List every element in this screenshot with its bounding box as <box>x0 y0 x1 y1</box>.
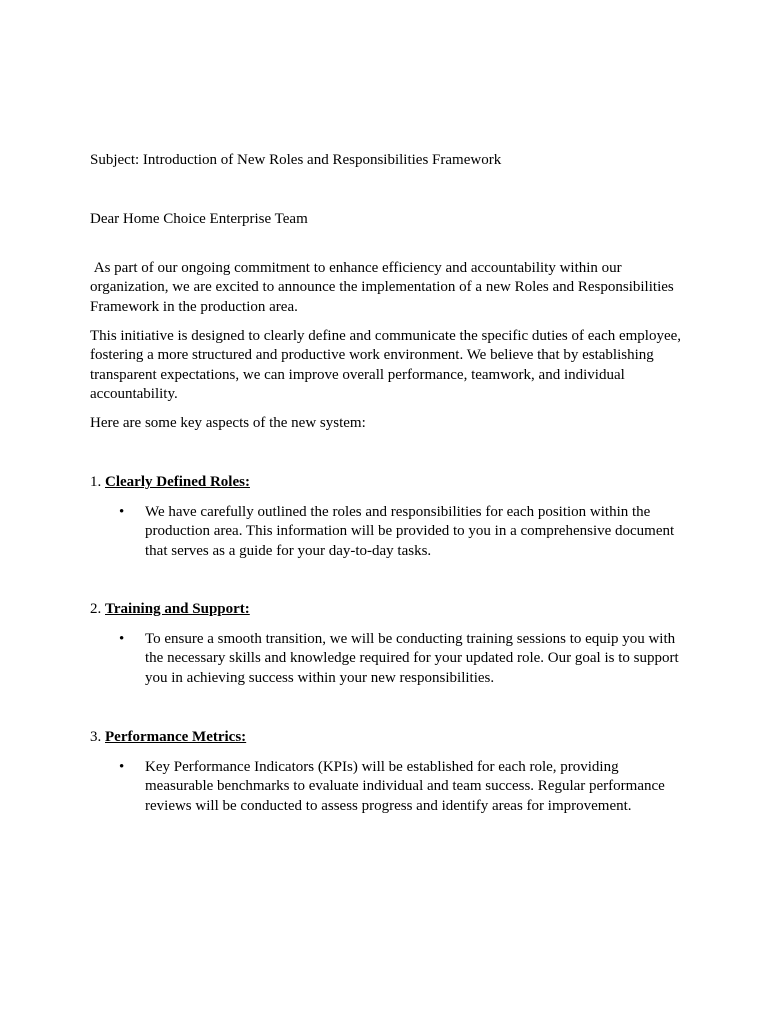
bullet-item <box>119 630 685 688</box>
key-aspects-paragraph: Here are some key aspects of the new system: <box>90 415 366 431</box>
section-heading <box>90 473 682 492</box>
section-number: 1. <box>90 474 102 490</box>
intro-paragraph: As part of our ongoing commitment to enhance efficiency and accountability within our organization, we are excited to announce the implementation of a new Roles and Responsibilities Framework in the production area. <box>90 260 678 315</box>
bullet-icon: • <box>119 504 125 520</box>
section-title: Training and Support: <box>105 601 250 617</box>
bullet-icon: • <box>119 631 125 647</box>
section-number: 3. <box>90 729 102 745</box>
bullet-item <box>119 503 685 561</box>
greeting: Dear Home Choice Enterprise Team <box>90 211 308 227</box>
section-heading <box>90 728 682 747</box>
section-heading <box>90 600 682 619</box>
initiative-paragraph: This initiative is designed to clearly define and communicate the specific duties of each employee, fostering a more structured and productive work environment. We believe that by establishing transparent expectations, we can improve overall performance, teamwork, and individual accountability. <box>90 328 682 402</box>
bullet-text: Key Performance Indicators (KPIs) will be established for each role, providing measurable benchmarks to evaluate individual and team success. Regular performance reviews will be conducted to assess progress and identify areas for improvement. <box>145 759 665 814</box>
bullet-text: We have carefully outlined the roles and responsibilities for each position within the production area. This information will be provided to you in a comprehensive document that serves as a guide for your day-to-day tasks. <box>145 504 675 559</box>
section-number: 2. <box>90 601 102 617</box>
subject-line: Subject: Introduction of New Roles and Responsibilities Framework <box>90 152 502 168</box>
bullet-icon: • <box>119 759 125 775</box>
section-title: Performance Metrics: <box>105 729 247 745</box>
bullet-text: To ensure a smooth transition, we will be conducting training sessions to equip you with the necessary skills and knowledge required for your updated role. Our goal is to support you in achieving success within your new responsibilities. <box>145 631 679 686</box>
bullet-item <box>119 758 685 816</box>
section-title: Clearly Defined Roles: <box>105 474 250 490</box>
